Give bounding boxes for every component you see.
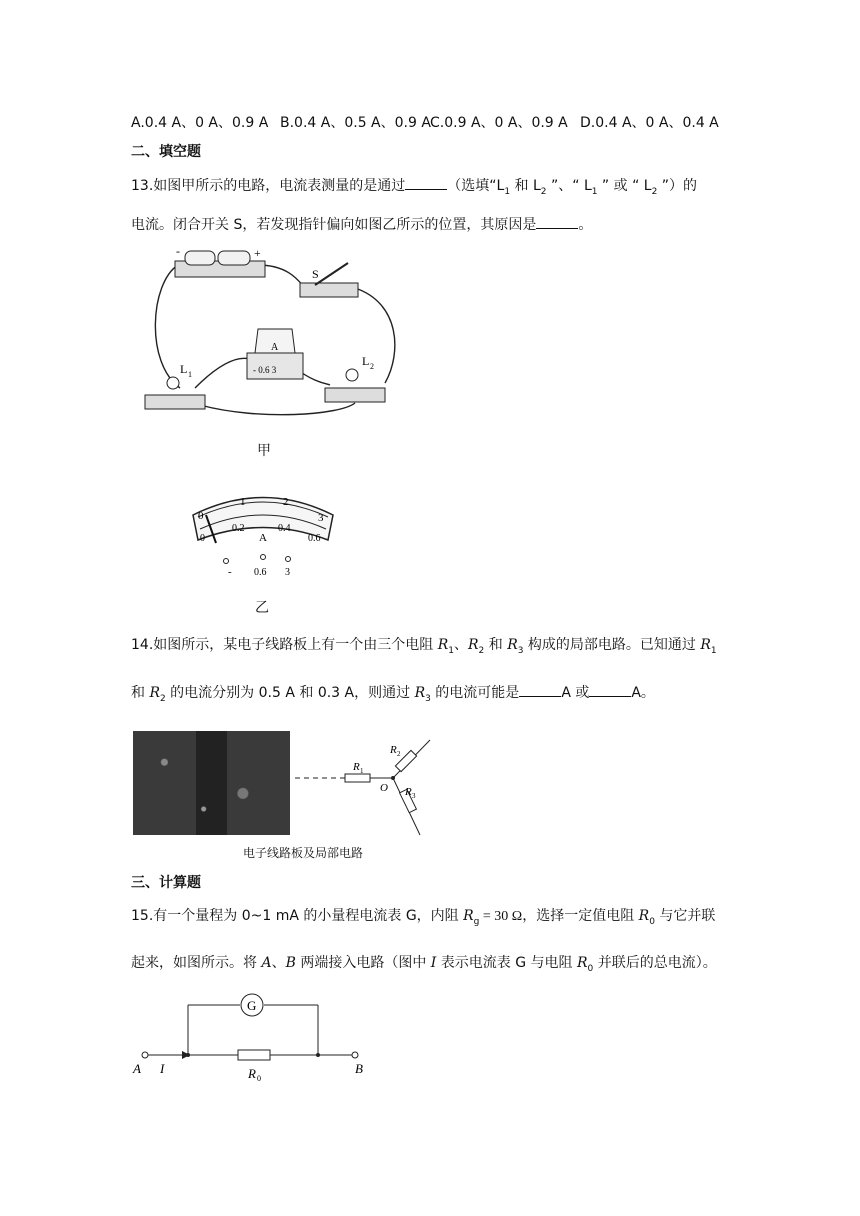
q14-text: R	[414, 685, 426, 701]
resistor-r0-label: 0	[257, 1074, 261, 1083]
option-d: D.0.4 A、0 A、0.4 A	[580, 115, 719, 131]
lamp-l2-label: 2	[370, 362, 374, 371]
r1-label: 1	[360, 767, 364, 775]
lamp-l2-label: L	[362, 354, 370, 368]
top-tick-2: 2	[283, 496, 289, 508]
partial-circuit-diagram	[295, 735, 445, 845]
r2-label: R	[390, 744, 397, 756]
q13-text: 1	[504, 186, 511, 197]
q12-options	[131, 113, 719, 133]
q13-text: 2	[651, 186, 658, 197]
q15-line1	[131, 906, 715, 932]
q13-text: ” 或 “	[597, 178, 644, 194]
q13-text: 电流。闭合开关 S，若发现指针偏向如图乙所示的位置，其原因是	[131, 217, 537, 233]
answer-blank[interactable]	[536, 214, 578, 229]
lamp-l1-label: L	[180, 362, 188, 376]
q15-text: B	[285, 955, 296, 971]
q13-text: 和	[510, 178, 533, 194]
q14-text: 2	[160, 693, 166, 704]
current-i-label: I	[160, 1061, 165, 1076]
q15-text: 两端接入电路（图中	[295, 955, 431, 971]
q13-text: 。	[578, 217, 593, 233]
q13-line1	[131, 175, 697, 202]
q15-text: 、	[271, 955, 286, 971]
q15-text: 起来，如图所示。将	[131, 955, 262, 971]
r2-label: 2	[397, 750, 401, 758]
q14-text: 3	[425, 693, 431, 704]
q14-text: A 或	[561, 685, 590, 701]
terminal-minus: -	[228, 566, 232, 578]
q14-line1	[131, 635, 717, 661]
answer-blank[interactable]	[589, 682, 631, 697]
figure14-caption: 电子线路板及局部电路	[243, 846, 364, 860]
q14-text: R	[507, 637, 518, 653]
battery-minus-label: -	[176, 244, 180, 258]
q14-text: 1	[710, 645, 717, 656]
battery-plus-label: +	[254, 246, 261, 260]
ammeter-a-label: A	[271, 342, 279, 353]
q15-text: 0	[587, 963, 594, 974]
q15-text: R	[576, 955, 588, 971]
section-heading-fill-in: 二、填空题	[131, 144, 201, 160]
top-tick-1: 1	[240, 496, 246, 508]
r3-label: R	[405, 786, 412, 798]
q14-text: 的电流分别为 0.5 A 和 0.3 A，则通过	[165, 685, 415, 701]
circuit-figure-jia	[140, 243, 420, 423]
figure-yi-caption: 乙	[255, 600, 269, 616]
circuit-board-photo	[133, 731, 290, 835]
q14-text: R	[149, 685, 160, 701]
top-tick-3: 3	[318, 512, 324, 524]
q14-line2	[131, 682, 655, 709]
dial-unit-label: A	[259, 532, 267, 544]
r3-label: 3	[412, 792, 416, 800]
ammeter-terminals-label: - 0.6 3	[253, 365, 277, 375]
answer-blank[interactable]	[405, 175, 447, 190]
q14-text: R	[700, 637, 711, 653]
top-tick-0: 0	[198, 510, 204, 522]
lamp-l1-label: 1	[188, 370, 192, 379]
terminal-b-label: B	[355, 1061, 363, 1076]
q14-text: 3	[517, 645, 524, 656]
terminal-06: 0.6	[254, 567, 267, 578]
answer-blank[interactable]	[519, 682, 561, 697]
figure-jia-caption: 甲	[257, 443, 271, 459]
q15-text: R	[638, 908, 650, 924]
galvanometer-circuit-figure	[130, 993, 370, 1083]
q14-text: R	[437, 637, 449, 653]
q15-line2	[131, 953, 717, 979]
bottom-tick-02: 0.2	[232, 523, 245, 534]
q13-text: L	[496, 178, 505, 194]
q14-text: 14.如图所示，某电子线路板上有一个由三个电阻	[131, 637, 438, 653]
node-o-label: O	[380, 782, 388, 794]
bottom-tick-06: 0.6	[308, 533, 321, 544]
q14-text: 的电流可能是	[430, 685, 520, 701]
q14-text: A。	[631, 685, 655, 701]
q14-text: 1	[448, 645, 454, 656]
q15-text: 0	[649, 916, 655, 927]
q15-text: 表示电流表 G 与电阻	[436, 955, 577, 971]
r1-label: R	[353, 761, 360, 773]
q13-text: 2	[540, 186, 547, 197]
q13-text: L	[532, 178, 541, 194]
q15-text: 15.有一个量程为 0~1 mA 的小量程电流表 G，内阻	[131, 908, 464, 924]
q13-text: （选填“	[447, 178, 497, 194]
ammeter-dial-figure-yi	[188, 485, 338, 585]
q13-text: ”）的	[657, 178, 698, 194]
q15-text: 并联后的总电流）。	[593, 955, 717, 971]
q13-text: L	[643, 178, 652, 194]
q15-text: 与它并联	[654, 908, 716, 924]
q15-text: = 30 Ω	[479, 909, 523, 924]
q15-text: g	[473, 916, 480, 927]
q15-text: I	[430, 955, 437, 971]
q14-text: 和	[484, 637, 508, 653]
galvanometer-g-label: G	[247, 998, 257, 1013]
q14-text: R	[468, 637, 479, 653]
q14-text: 构成的局部电路。已知通过	[523, 637, 701, 653]
q14-text: 和	[131, 685, 150, 701]
q13-text: 1	[591, 186, 598, 197]
terminal-3: 3	[285, 567, 290, 578]
option-b: B.0.4 A、0.5 A、0.9 A	[280, 115, 431, 131]
q15-text: A	[261, 955, 272, 971]
q13-text: L	[583, 178, 592, 194]
option-c: C.0.9 A、0 A、0.9 A	[430, 115, 568, 131]
option-a: A.0.4 A、0 A、0.9 A	[131, 115, 269, 131]
q13-text: 13.如图甲所示的电路，电流表测量的是通过	[131, 178, 406, 194]
terminal-a-label: A	[133, 1061, 141, 1076]
q13-text: ”、“	[546, 178, 584, 194]
section-heading-calculation: 三、计算题	[131, 875, 201, 891]
q14-text: 2	[478, 645, 485, 656]
switch-label: S	[312, 267, 319, 281]
q14-text: 、	[454, 637, 468, 653]
q13-line2	[131, 214, 592, 235]
bottom-tick-04: 0.4	[278, 523, 291, 534]
q15-text: R	[463, 908, 474, 924]
bottom-tick-0: 0	[200, 533, 205, 544]
q15-text: ，选择一定值电阻	[522, 908, 639, 924]
resistor-r0-label: R	[248, 1066, 256, 1081]
